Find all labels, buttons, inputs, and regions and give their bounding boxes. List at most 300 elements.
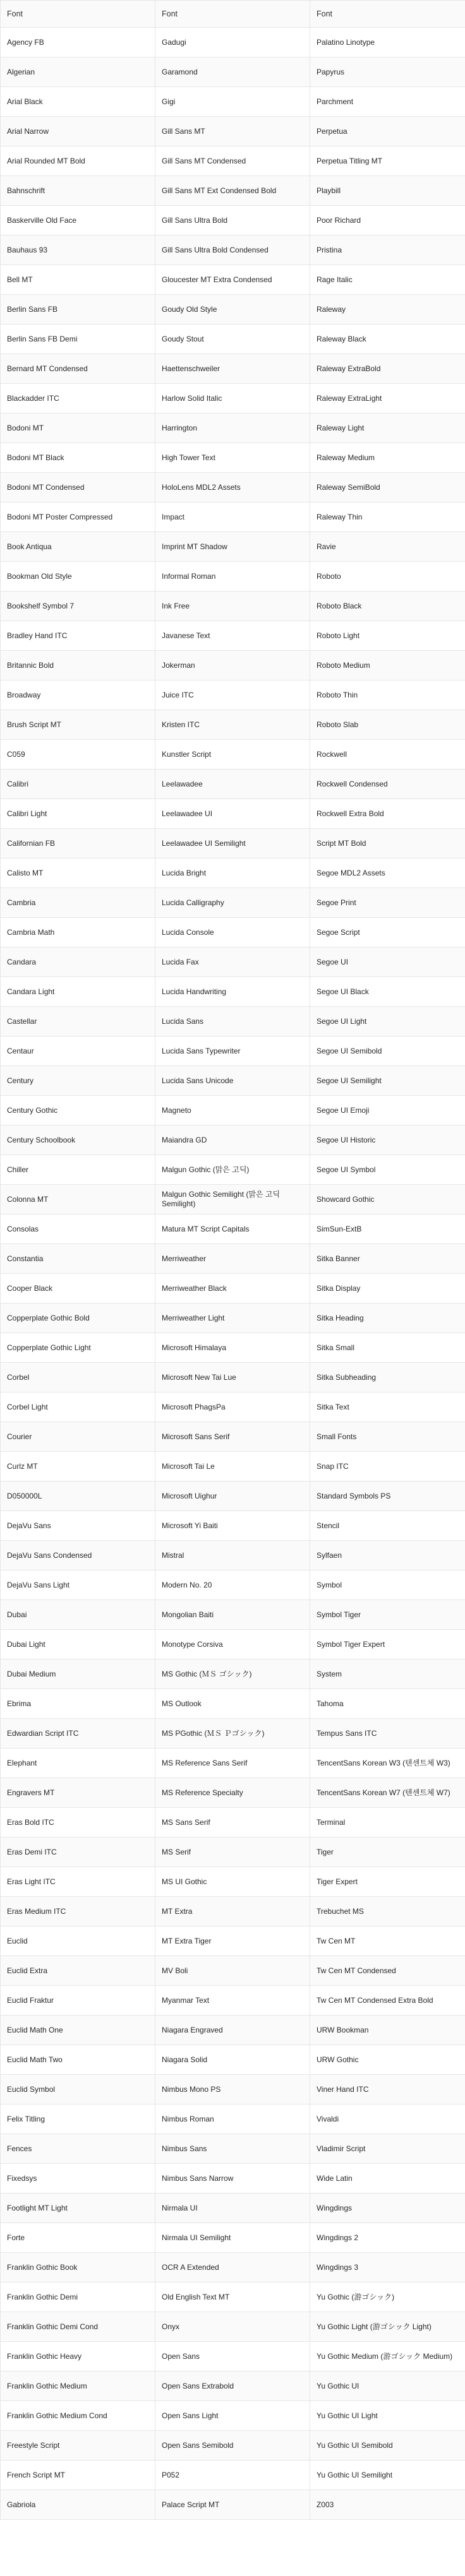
font-name-cell: Ravie	[310, 532, 465, 562]
table-row	[1, 2045, 465, 2075]
column-header: Font	[155, 1, 310, 28]
header-row	[1, 1, 465, 28]
font-name-cell: Vivaldi	[310, 2104, 465, 2134]
font-name-cell: DejaVu Sans Condensed	[1, 1541, 155, 1570]
font-name-cell: Lucida Sans Typewriter	[155, 1036, 310, 1066]
font-name-cell: Lucida Sans Unicode	[155, 1066, 310, 1096]
font-name-cell: Raleway Black	[310, 324, 465, 354]
table-row	[1, 532, 465, 562]
font-name-cell: Malgun Gothic Semilight (맑은 고딕 Semilight)	[155, 1185, 310, 1214]
table-row	[1, 1303, 465, 1333]
font-name-cell: Segoe Print	[310, 888, 465, 918]
font-name-cell: Segoe UI Historic	[310, 1125, 465, 1155]
table-row	[1, 2371, 465, 2401]
font-name-cell: Tw Cen MT Condensed	[310, 1956, 465, 1986]
font-name-cell: Bahnschrift	[1, 176, 155, 206]
font-name-cell: Palatino Linotype	[310, 28, 465, 57]
font-name-cell: Segoe MDL2 Assets	[310, 858, 465, 888]
font-name-cell: Pristina	[310, 235, 465, 265]
font-name-cell: Leelawadee UI Semilight	[155, 829, 310, 858]
column-header: Font	[1, 1, 155, 28]
table-row	[1, 977, 465, 1007]
font-name-cell: Cambria	[1, 888, 155, 918]
table-row	[1, 1392, 465, 1422]
font-name-cell: Garamond	[155, 57, 310, 87]
font-name-cell: Impact	[155, 502, 310, 532]
table-row	[1, 1986, 465, 2015]
font-name-cell: Calisto MT	[1, 858, 155, 888]
font-name-cell: Maiandra GD	[155, 1125, 310, 1155]
font-name-cell: Raleway ExtraBold	[310, 354, 465, 384]
table-row	[1, 295, 465, 324]
table-row	[1, 2490, 465, 2520]
font-name-cell: Footlight MT Light	[1, 2193, 155, 2223]
font-name-cell: Gill Sans MT	[155, 117, 310, 146]
font-name-cell: Sitka Display	[310, 1274, 465, 1303]
font-name-cell: Harrington	[155, 413, 310, 443]
table-row	[1, 1185, 465, 1214]
table-row	[1, 2193, 465, 2223]
table-row	[1, 799, 465, 829]
font-name-cell: Eras Bold ITC	[1, 1808, 155, 1837]
table-row	[1, 1096, 465, 1125]
font-name-cell: Lucida Handwriting	[155, 977, 310, 1007]
table-row	[1, 1867, 465, 1897]
font-name-cell: Elephant	[1, 1748, 155, 1778]
font-name-cell: Franklin Gothic Heavy	[1, 2342, 155, 2371]
table-row	[1, 176, 465, 206]
font-name-cell: Malgun Gothic (맑은 고딕)	[155, 1155, 310, 1185]
font-name-cell: System	[310, 1659, 465, 1689]
font-name-cell: Raleway Thin	[310, 502, 465, 532]
font-name-cell: Rage Italic	[310, 265, 465, 295]
font-name-cell: Ink Free	[155, 591, 310, 621]
font-name-cell: MS Reference Sans Serif	[155, 1748, 310, 1778]
font-name-cell: Forte	[1, 2223, 155, 2253]
font-name-cell: Blackadder ITC	[1, 384, 155, 413]
font-name-cell: Centaur	[1, 1036, 155, 1066]
table-row	[1, 1897, 465, 1926]
font-name-cell: MS UI Gothic	[155, 1867, 310, 1897]
font-name-cell: Open Sans Light	[155, 2401, 310, 2431]
font-name-cell: Lucida Console	[155, 918, 310, 947]
font-name-cell: Sitka Small	[310, 1333, 465, 1363]
font-name-cell: Nirmala UI	[155, 2193, 310, 2223]
font-name-cell: Poor Richard	[310, 206, 465, 235]
table-row	[1, 1630, 465, 1659]
font-name-cell: Nirmala UI Semilight	[155, 2223, 310, 2253]
table-row	[1, 384, 465, 413]
font-name-cell: Bodoni MT	[1, 413, 155, 443]
font-name-cell: Yu Gothic UI Light	[310, 2401, 465, 2431]
table-row	[1, 2401, 465, 2431]
font-name-cell: Franklin Gothic Medium Cond	[1, 2401, 155, 2431]
font-name-cell: Bell MT	[1, 265, 155, 295]
font-name-cell: Yu Gothic Medium (游ゴシック Medium)	[310, 2342, 465, 2371]
font-name-cell: Yu Gothic UI Semilight	[310, 2460, 465, 2490]
table-row	[1, 1036, 465, 1066]
font-name-cell: Fixedsys	[1, 2164, 155, 2193]
font-name-cell: Segoe UI Symbol	[310, 1155, 465, 1185]
font-name-cell: Lucida Fax	[155, 947, 310, 977]
font-name-cell: Magneto	[155, 1096, 310, 1125]
font-name-cell: Bodoni MT Poster Compressed	[1, 502, 155, 532]
font-name-cell: Copperplate Gothic Light	[1, 1333, 155, 1363]
font-name-cell: MS Serif	[155, 1837, 310, 1867]
font-name-cell: Bernard MT Condensed	[1, 354, 155, 384]
font-name-cell: Book Antiqua	[1, 532, 155, 562]
font-name-cell: Microsoft Sans Serif	[155, 1422, 310, 1452]
font-name-cell: Showcard Gothic	[310, 1185, 465, 1214]
table-row	[1, 502, 465, 532]
font-name-cell: Berlin Sans FB	[1, 295, 155, 324]
table-row	[1, 1956, 465, 1986]
font-name-cell: Bookman Old Style	[1, 562, 155, 591]
table-row	[1, 443, 465, 473]
font-name-cell: Open Sans Extrabold	[155, 2371, 310, 2401]
font-name-cell: Harlow Solid Italic	[155, 384, 310, 413]
table-row	[1, 354, 465, 384]
font-name-cell: Yu Gothic UI	[310, 2371, 465, 2401]
table-row	[1, 2075, 465, 2104]
font-name-cell: Gill Sans Ultra Bold Condensed	[155, 235, 310, 265]
font-name-cell: SimSun-ExtB	[310, 1214, 465, 1244]
table-row	[1, 621, 465, 651]
font-name-cell: Cooper Black	[1, 1274, 155, 1303]
font-name-cell: MS Reference Specialty	[155, 1778, 310, 1808]
font-name-cell: Jokerman	[155, 651, 310, 680]
table-row	[1, 1244, 465, 1274]
font-name-cell: Tiger Expert	[310, 1867, 465, 1897]
font-name-cell: Algerian	[1, 57, 155, 87]
table-row	[1, 2164, 465, 2193]
font-name-cell: Arial Narrow	[1, 117, 155, 146]
table-row	[1, 87, 465, 117]
table-row	[1, 2253, 465, 2282]
font-name-cell: Palace Script MT	[155, 2490, 310, 2520]
table-row	[1, 146, 465, 176]
font-name-cell: Chiller	[1, 1155, 155, 1185]
font-name-cell: Edwardian Script ITC	[1, 1719, 155, 1748]
font-name-cell: Calibri Light	[1, 799, 155, 829]
table-row	[1, 918, 465, 947]
font-name-cell: MT Extra Tiger	[155, 1926, 310, 1956]
font-name-cell: Dubai Light	[1, 1630, 155, 1659]
font-name-cell: Berlin Sans FB Demi	[1, 324, 155, 354]
font-name-cell: Eras Demi ITC	[1, 1837, 155, 1867]
font-name-cell: Rockwell Condensed	[310, 769, 465, 799]
table-row	[1, 562, 465, 591]
font-name-cell: Roboto Light	[310, 621, 465, 651]
font-name-cell: Tw Cen MT Condensed Extra Bold	[310, 1986, 465, 2015]
font-name-cell: Roboto Slab	[310, 710, 465, 740]
font-name-cell: URW Bookman	[310, 2015, 465, 2045]
font-name-cell: Gill Sans MT Condensed	[155, 146, 310, 176]
font-name-cell: Niagara Solid	[155, 2045, 310, 2075]
font-name-cell: Bookshelf Symbol 7	[1, 591, 155, 621]
font-name-cell: Segoe UI Black	[310, 977, 465, 1007]
font-name-cell: Ebrima	[1, 1689, 155, 1719]
font-name-cell: Euclid Extra	[1, 1956, 155, 1986]
table-row	[1, 769, 465, 799]
font-name-cell: Nimbus Sans Narrow	[155, 2164, 310, 2193]
font-name-cell: Segoe UI	[310, 947, 465, 977]
font-name-cell: D050000L	[1, 1481, 155, 1511]
font-name-cell: Roboto Medium	[310, 651, 465, 680]
font-name-cell: Goudy Stout	[155, 324, 310, 354]
table-row	[1, 858, 465, 888]
font-name-cell: Nimbus Mono PS	[155, 2075, 310, 2104]
font-name-cell: Nimbus Roman	[155, 2104, 310, 2134]
font-name-cell: Bodoni MT Condensed	[1, 473, 155, 502]
font-name-cell: Yu Gothic (游ゴシック)	[310, 2282, 465, 2312]
font-name-cell: Franklin Gothic Demi Cond	[1, 2312, 155, 2342]
font-name-cell: Microsoft New Tai Lue	[155, 1363, 310, 1392]
font-name-cell: Segoe UI Light	[310, 1007, 465, 1036]
font-name-cell: Sitka Heading	[310, 1303, 465, 1333]
font-name-cell: Tahoma	[310, 1689, 465, 1719]
table-row	[1, 28, 465, 57]
font-name-cell: Calibri	[1, 769, 155, 799]
table-row	[1, 1570, 465, 1600]
font-name-cell: Roboto	[310, 562, 465, 591]
table-row	[1, 1155, 465, 1185]
font-name-cell: Cambria Math	[1, 918, 155, 947]
table-row	[1, 117, 465, 146]
font-name-cell: Perpetua Titling MT	[310, 146, 465, 176]
font-name-cell: Old English Text MT	[155, 2282, 310, 2312]
font-name-cell: Lucida Calligraphy	[155, 888, 310, 918]
table-row	[1, 2431, 465, 2460]
font-name-cell: Script MT Bold	[310, 829, 465, 858]
font-name-cell: Constantia	[1, 1244, 155, 1274]
font-name-cell: Segoe UI Emoji	[310, 1096, 465, 1125]
font-name-cell: Raleway	[310, 295, 465, 324]
font-name-cell: P052	[155, 2460, 310, 2490]
font-name-cell: Symbol Tiger	[310, 1600, 465, 1630]
table-row	[1, 1452, 465, 1481]
table-row	[1, 473, 465, 502]
table-row	[1, 1333, 465, 1363]
font-name-cell: Engravers MT	[1, 1778, 155, 1808]
font-name-cell: Euclid Fraktur	[1, 1986, 155, 2015]
table-row	[1, 1066, 465, 1096]
table-row	[1, 2104, 465, 2134]
font-name-cell: Microsoft Yi Baiti	[155, 1511, 310, 1541]
font-name-cell: C059	[1, 740, 155, 769]
font-name-cell: Viner Hand ITC	[310, 2075, 465, 2104]
table-row	[1, 1481, 465, 1511]
font-name-cell: High Tower Text	[155, 443, 310, 473]
font-name-cell: Monotype Corsiva	[155, 1630, 310, 1659]
font-name-cell: Agency FB	[1, 28, 155, 57]
font-name-cell: Parchment	[310, 87, 465, 117]
font-name-cell: Leelawadee UI	[155, 799, 310, 829]
font-name-cell: Franklin Gothic Medium	[1, 2371, 155, 2401]
font-name-cell: Raleway ExtraLight	[310, 384, 465, 413]
font-name-cell: Arial Rounded MT Bold	[1, 146, 155, 176]
table-row	[1, 206, 465, 235]
font-name-cell: Lucida Bright	[155, 858, 310, 888]
table-body	[1, 28, 465, 2520]
table-row	[1, 1274, 465, 1303]
font-name-cell: Gadugi	[155, 28, 310, 57]
table-row	[1, 947, 465, 977]
font-name-cell: Vladimir Script	[310, 2134, 465, 2164]
column-header: Font	[310, 1, 465, 28]
font-name-cell: Myanmar Text	[155, 1986, 310, 2015]
table-row	[1, 1363, 465, 1392]
font-name-cell: Candara Light	[1, 977, 155, 1007]
font-name-cell: Century	[1, 1066, 155, 1096]
font-name-cell: Roboto Thin	[310, 680, 465, 710]
font-name-cell: Raleway SemiBold	[310, 473, 465, 502]
table-row	[1, 1214, 465, 1244]
font-name-cell: MT Extra	[155, 1897, 310, 1926]
font-name-cell: MS PGothic (ＭＳ Ｐゴシック)	[155, 1719, 310, 1748]
font-name-cell: DejaVu Sans	[1, 1511, 155, 1541]
font-name-cell: DejaVu Sans Light	[1, 1570, 155, 1600]
font-name-cell: Bodoni MT Black	[1, 443, 155, 473]
font-name-cell: Symbol	[310, 1570, 465, 1600]
font-name-cell: Perpetua	[310, 117, 465, 146]
font-name-cell: Sitka Banner	[310, 1244, 465, 1274]
font-name-cell: Modern No. 20	[155, 1570, 310, 1600]
font-name-cell: URW Gothic	[310, 2045, 465, 2075]
font-name-cell: Arial Black	[1, 87, 155, 117]
font-name-cell: Bradley Hand ITC	[1, 621, 155, 651]
font-name-cell: MS Outlook	[155, 1689, 310, 1719]
table-row	[1, 1689, 465, 1719]
font-name-cell: Merriweather Black	[155, 1274, 310, 1303]
font-name-cell: Open Sans Semibold	[155, 2431, 310, 2460]
font-name-cell: Century Schoolbook	[1, 1125, 155, 1155]
table-row	[1, 710, 465, 740]
table-row	[1, 413, 465, 443]
table-row	[1, 740, 465, 769]
table-row	[1, 829, 465, 858]
font-name-cell: Consolas	[1, 1214, 155, 1244]
font-name-cell: Brush Script MT	[1, 710, 155, 740]
font-name-cell: Lucida Sans	[155, 1007, 310, 1036]
table-row	[1, 1719, 465, 1748]
table-row	[1, 1808, 465, 1837]
table-row	[1, 1007, 465, 1036]
table-row	[1, 324, 465, 354]
font-name-cell: Javanese Text	[155, 621, 310, 651]
font-name-cell: Papyrus	[310, 57, 465, 87]
font-name-cell: Freestyle Script	[1, 2431, 155, 2460]
table-row	[1, 591, 465, 621]
table-row	[1, 235, 465, 265]
table-row	[1, 2223, 465, 2253]
table-row	[1, 1837, 465, 1867]
table-row	[1, 1541, 465, 1570]
font-name-cell: Wingdings 2	[310, 2223, 465, 2253]
font-name-cell: Segoe UI Semibold	[310, 1036, 465, 1066]
font-name-cell: French Script MT	[1, 2460, 155, 2490]
font-name-cell: Bauhaus 93	[1, 235, 155, 265]
font-name-cell: OCR A Extended	[155, 2253, 310, 2282]
font-name-cell: Matura MT Script Capitals	[155, 1214, 310, 1244]
font-name-cell: Small Fonts	[310, 1422, 465, 1452]
table-row	[1, 651, 465, 680]
font-name-cell: Corbel	[1, 1363, 155, 1392]
font-name-cell: Gigi	[155, 87, 310, 117]
font-name-cell: Felix Titling	[1, 2104, 155, 2134]
font-name-cell: Dubai	[1, 1600, 155, 1630]
font-name-cell: Kunstler Script	[155, 740, 310, 769]
font-name-cell: Goudy Old Style	[155, 295, 310, 324]
font-name-cell: Raleway Light	[310, 413, 465, 443]
font-name-cell: Symbol Tiger Expert	[310, 1630, 465, 1659]
font-name-cell: Segoe UI Semilight	[310, 1066, 465, 1096]
font-name-cell: Imprint MT Shadow	[155, 532, 310, 562]
font-name-cell: Open Sans	[155, 2342, 310, 2371]
font-name-cell: Merriweather	[155, 1244, 310, 1274]
font-name-cell: Terminal	[310, 1808, 465, 1837]
font-name-cell: Euclid	[1, 1926, 155, 1956]
font-name-cell: Colonna MT	[1, 1185, 155, 1214]
font-name-cell: Mongolian Baiti	[155, 1600, 310, 1630]
font-name-cell: Gabriola	[1, 2490, 155, 2520]
font-name-cell: Gill Sans MT Ext Condensed Bold	[155, 176, 310, 206]
font-name-cell: Playbill	[310, 176, 465, 206]
font-name-cell: Sitka Text	[310, 1392, 465, 1422]
font-name-cell: Microsoft Tai Le	[155, 1452, 310, 1481]
font-name-cell: Courier	[1, 1422, 155, 1452]
font-name-cell: Wingdings 3	[310, 2253, 465, 2282]
table-row	[1, 888, 465, 918]
font-name-cell: TencentSans Korean W3 (텐센트체 W3)	[310, 1748, 465, 1778]
table-row	[1, 2015, 465, 2045]
table-row	[1, 1422, 465, 1452]
font-name-cell: Copperplate Gothic Bold	[1, 1303, 155, 1333]
font-name-cell: MS Sans Serif	[155, 1808, 310, 1837]
font-name-cell: Candara	[1, 947, 155, 977]
font-name-cell: Britannic Bold	[1, 651, 155, 680]
font-name-cell: Mistral	[155, 1541, 310, 1570]
font-name-cell: Corbel Light	[1, 1392, 155, 1422]
table-row	[1, 1748, 465, 1778]
table-row	[1, 1778, 465, 1808]
font-name-cell: Snap ITC	[310, 1452, 465, 1481]
font-name-cell: Wingdings	[310, 2193, 465, 2223]
font-name-cell: Euclid Math One	[1, 2015, 155, 2045]
font-name-cell: Gloucester MT Extra Condensed	[155, 265, 310, 295]
table-row	[1, 2342, 465, 2371]
table-row	[1, 2282, 465, 2312]
font-name-cell: Sylfaen	[310, 1541, 465, 1570]
font-name-cell: Microsoft Uighur	[155, 1481, 310, 1511]
font-name-cell: Rockwell Extra Bold	[310, 799, 465, 829]
font-name-cell: Rockwell	[310, 740, 465, 769]
font-name-cell: Eras Light ITC	[1, 1867, 155, 1897]
font-name-cell: Trebuchet MS	[310, 1897, 465, 1926]
table-row	[1, 680, 465, 710]
font-name-cell: Eras Medium ITC	[1, 1897, 155, 1926]
font-name-cell: Merriweather Light	[155, 1303, 310, 1333]
font-name-cell: Stencil	[310, 1511, 465, 1541]
table-row	[1, 1600, 465, 1630]
font-name-cell: TencentSans Korean W7 (텐센트체 W7)	[310, 1778, 465, 1808]
font-name-cell: Kristen ITC	[155, 710, 310, 740]
font-name-cell: Euclid Math Two	[1, 2045, 155, 2075]
font-name-cell: Dubai Medium	[1, 1659, 155, 1689]
table-row	[1, 2312, 465, 2342]
table-row	[1, 2134, 465, 2164]
font-name-cell: Niagara Engraved	[155, 2015, 310, 2045]
